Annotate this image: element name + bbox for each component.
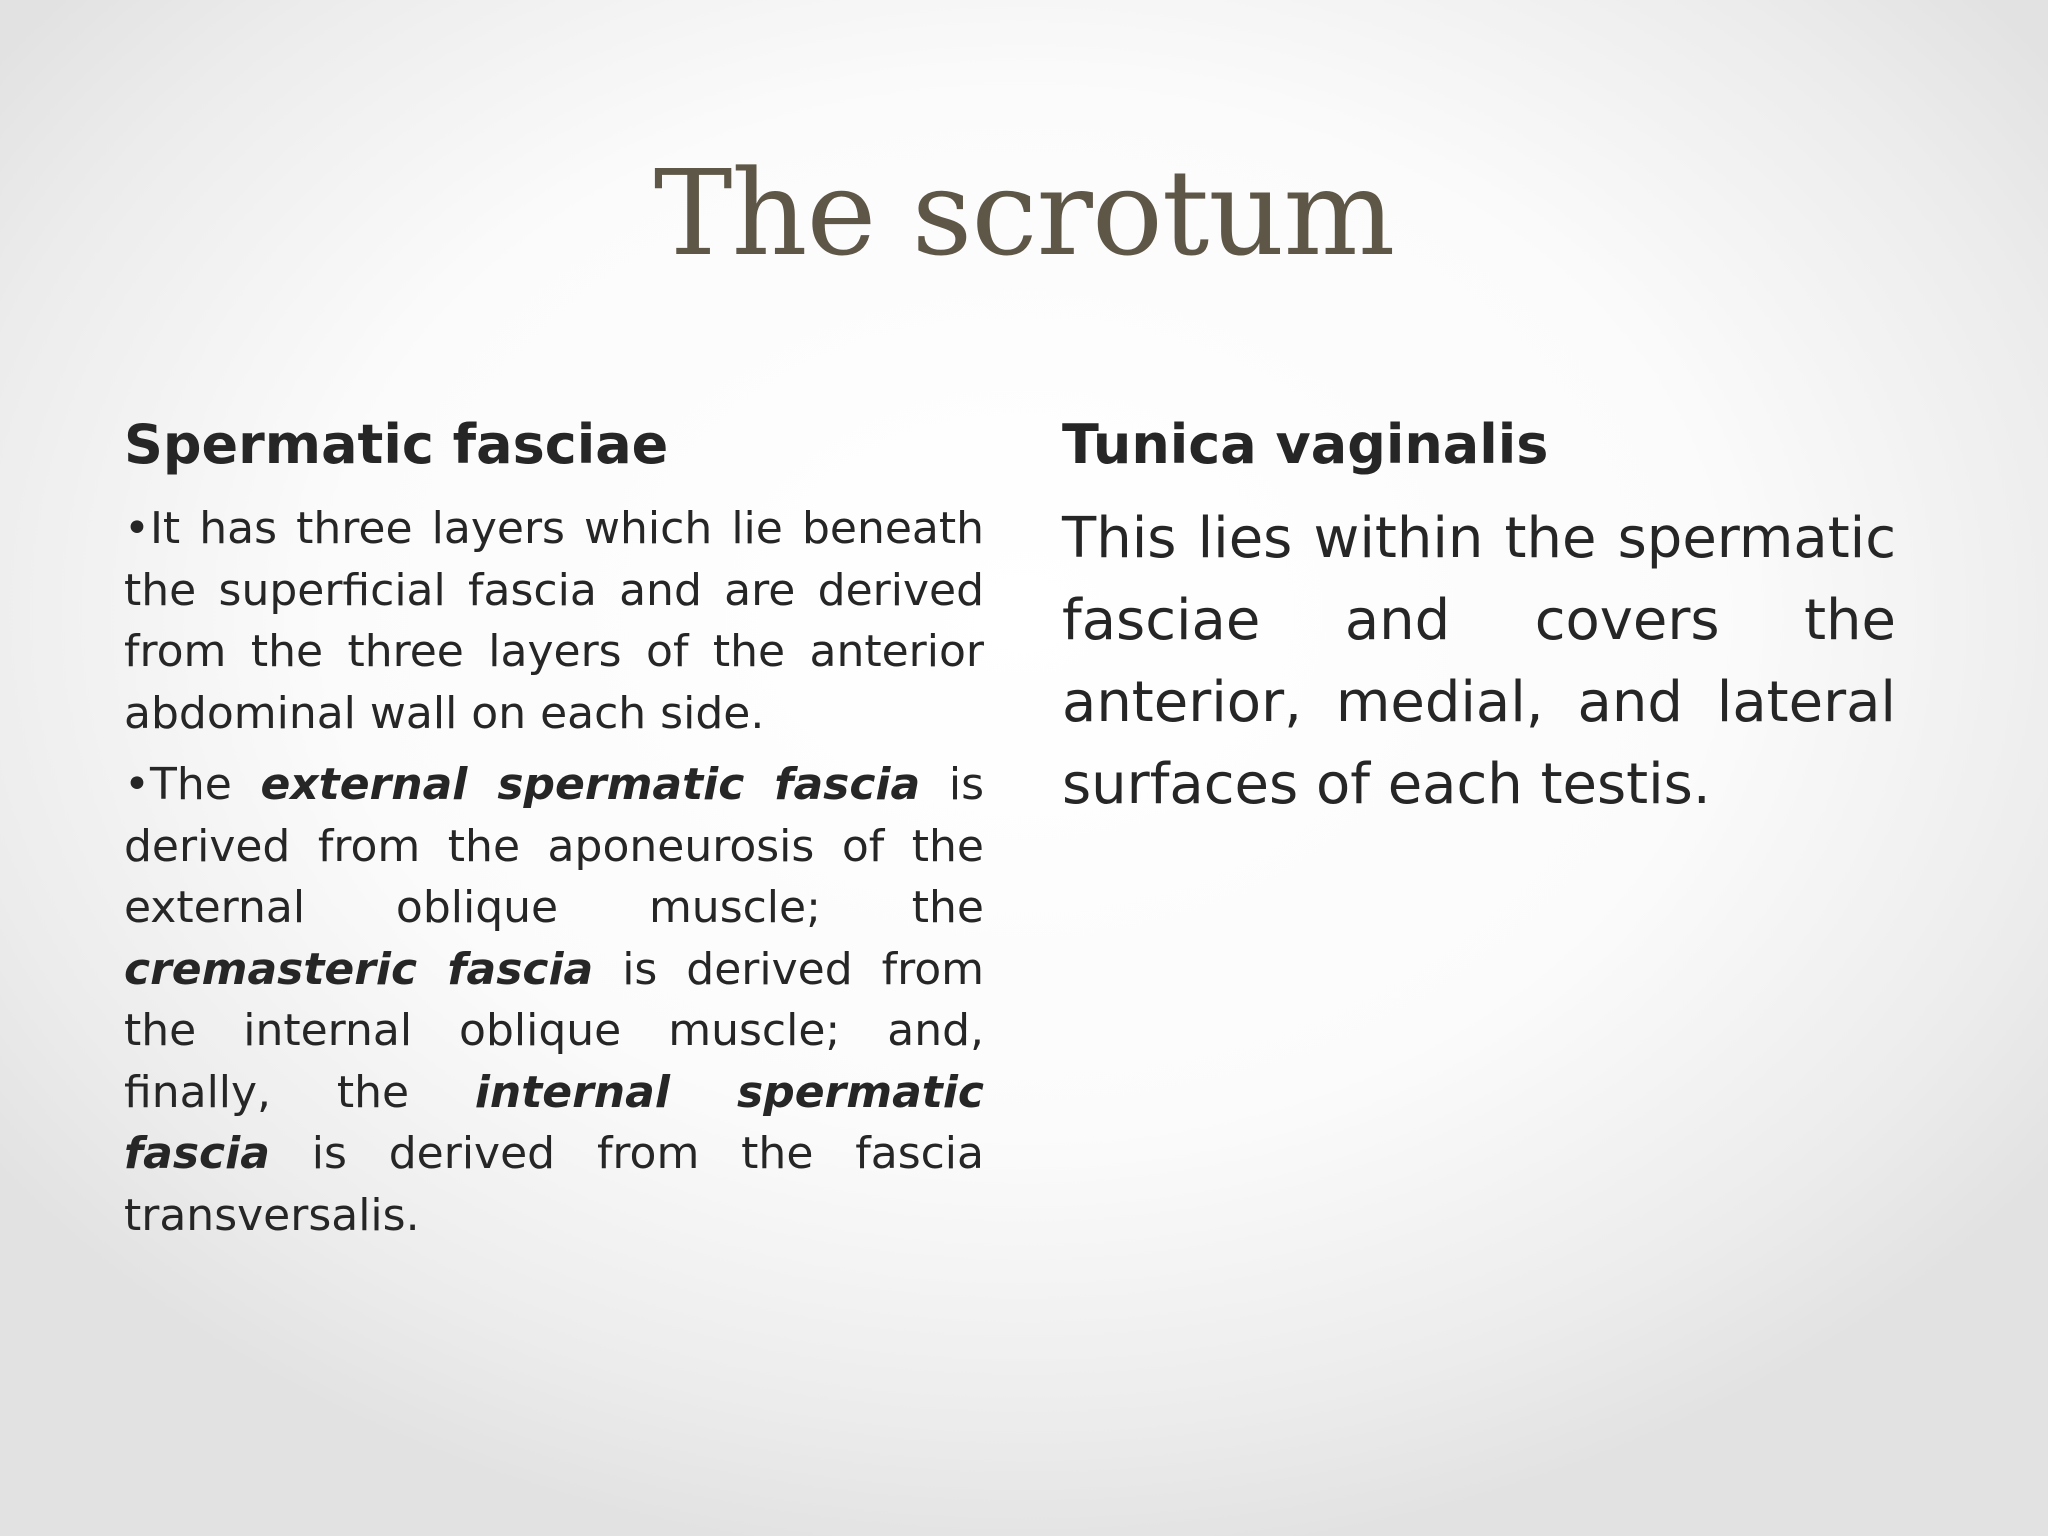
bullet-three-layers-text: •It has three layers which lie beneath the superficial fascia and are derived from the three layers of the anterior abdominal wall on each side. — [124, 503, 984, 739]
bullet-fascia-origins — [124, 754, 984, 1246]
bullet-text-part: is derived from the fascia transversalis. — [124, 1128, 984, 1241]
left-column — [124, 410, 984, 1256]
tunica-vaginalis-heading: Tunica vaginalis — [1062, 413, 1549, 476]
spermatic-fasciae-heading: Spermatic fasciae — [124, 413, 669, 476]
bullet-three-layers — [124, 498, 984, 744]
bullet-text-part: •The — [124, 759, 261, 810]
term-internal-spermatic-fascia: internal spermatic fascia — [124, 1066, 984, 1179]
tunica-vaginalis-text: This lies within the spermatic fasciae and covers the anterior, medial, and lateral surfaces of each testis. — [1062, 506, 1896, 817]
right-column — [1062, 410, 1896, 826]
bullet-text-part: is derived from the internal oblique muscle; and, finally, the — [124, 943, 984, 1118]
slide-title: The scrotum — [653, 144, 1395, 282]
bullet-text-part: is derived from the aponeurosis of the external oblique muscle; the — [124, 759, 984, 933]
term-cremasteric-fascia: cremasteric fascia — [124, 943, 594, 995]
term-external-spermatic-fascia: external spermatic fascia — [260, 759, 921, 810]
